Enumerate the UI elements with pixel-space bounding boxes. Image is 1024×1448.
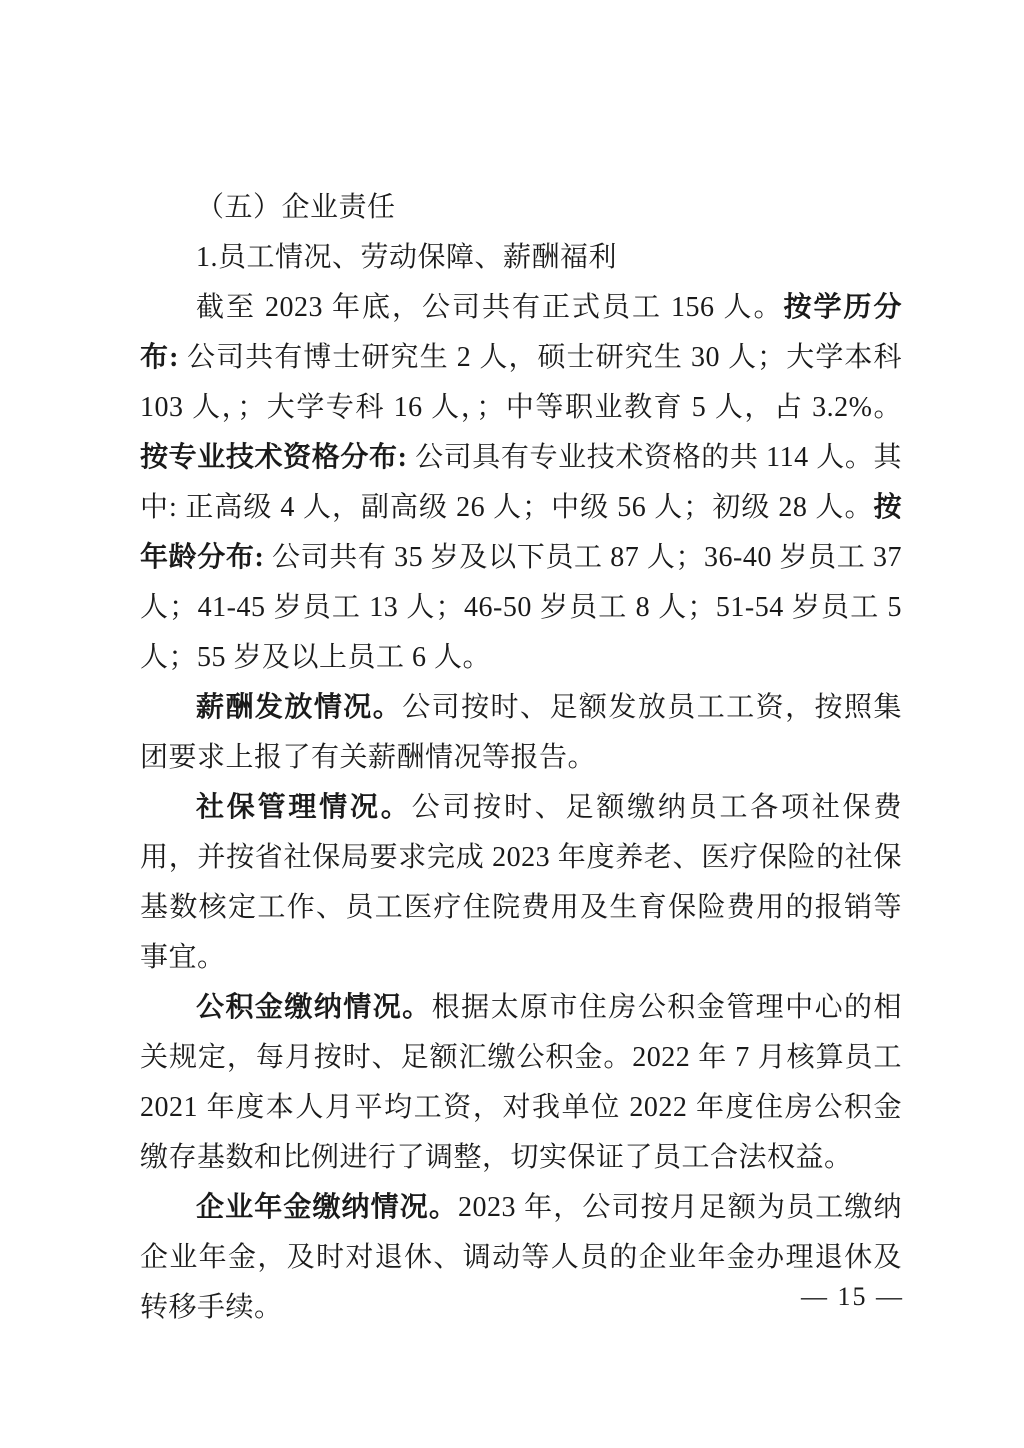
paragraph bbox=[140, 783, 902, 983]
section-heading: （五）企业责任 bbox=[196, 192, 396, 223]
document-body bbox=[140, 283, 902, 1333]
text-run: 公司共有博士研究生 2 人，硕士研究生 30 人；大学本科 103 人，；大学专科 16 人，；中等职业教育 5 人，占 3.2%。 bbox=[140, 342, 902, 423]
document-content bbox=[140, 183, 902, 1333]
bold-run: 薪酬发放情况。 bbox=[196, 692, 403, 723]
page-number: — 15 — bbox=[801, 1282, 904, 1311]
text-run: 根据太原市住房公积金管理中心的相关规定，每月按时、足额汇缴公积金。2022 年 7 月核算员工 2021 年度本人月平均工资，对我单位 2022 年度住房公积金缴存基数和比例进行了调整，切实保证了员工合法权益。 bbox=[140, 992, 902, 1173]
bold-run: 企业年金缴纳情况。 bbox=[196, 1192, 459, 1223]
paragraph bbox=[140, 283, 902, 683]
bold-run: 按学历分布: bbox=[140, 292, 902, 373]
text-run: 公司具有专业技术资格的共 114 人。其中: 正高级 4 人，副高级 26 人；中级 56 人；初级 28 人。 bbox=[140, 442, 902, 523]
text-run: 截至 2023 年底，公司共有正式员工 156 人。 bbox=[196, 292, 784, 323]
paragraph bbox=[140, 683, 902, 783]
text-run: 2023 年，公司按月足额为员工缴纳企业年金，及时对退休、调动等人员的企业年金办理退休及转移手续。 bbox=[140, 1192, 902, 1323]
bold-run: 按年龄分布: bbox=[140, 492, 902, 573]
paragraph bbox=[140, 983, 902, 1183]
text-run: 公司按时、足额缴纳员工各项社保费用，并按省社保局要求完成 2023 年度养老、医疗保险的社保基数核定工作、员工医疗住院费用及生育保险费用的报销等事宜。 bbox=[140, 792, 902, 973]
paragraph bbox=[140, 1183, 902, 1333]
bold-run: 社保管理情况。 bbox=[196, 792, 412, 823]
bold-run: 按专业技术资格分布: bbox=[140, 442, 416, 473]
text-run: 公司共有 35 岁及以下员工 87 人；36-40 岁员工 37 人；41-45 岁员工 13 人；46-50 岁员工 8 人；51-54 岁员工 5 人；55 岁及以上员工 6 人。 bbox=[140, 542, 903, 673]
text-run: 公司按时、足额发放员工工资，按照集团要求上报了有关薪酬情况等报告。 bbox=[140, 692, 902, 773]
subsection-heading: 1.员工情况、劳动保障、薪酬福利 bbox=[196, 242, 618, 273]
bold-run: 公积金缴纳情况。 bbox=[196, 992, 432, 1023]
